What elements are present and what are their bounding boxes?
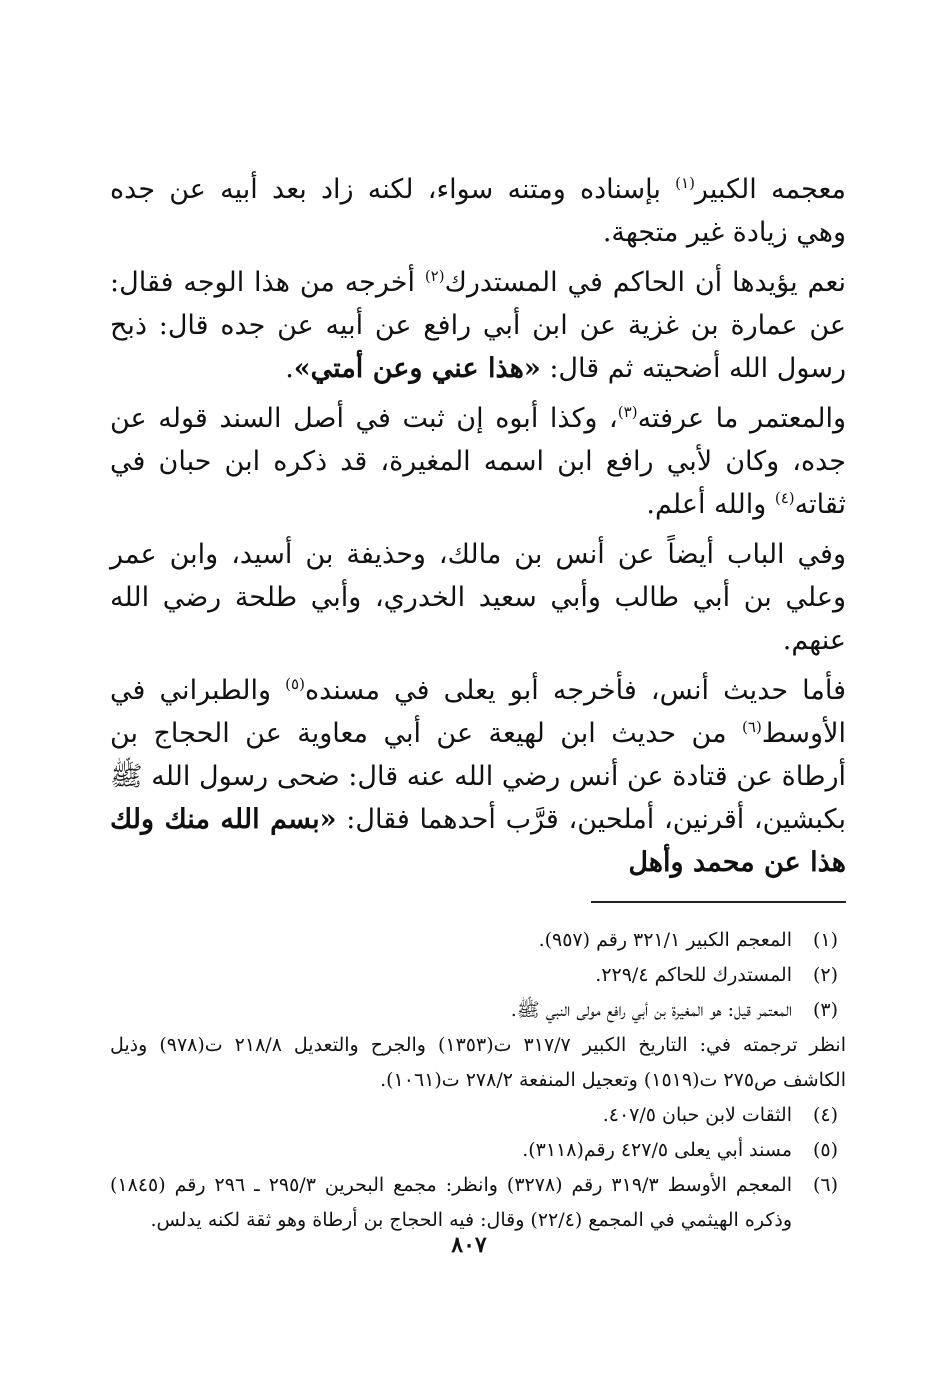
text-run: والله أعلم. — [646, 489, 775, 520]
footnote — [110, 923, 846, 958]
footnote — [110, 958, 846, 993]
footnote-ref: (٣) — [617, 403, 638, 421]
footnote-text: مسند أبي يعلى ٤٢٧/٥ رقم(٣١١٨). — [522, 1139, 792, 1161]
text-run: من حديث ابن لهيعة عن أبي معاوية عن الحجاج بن أرطاة عن قتادة عن أنس رضي الله عنه قال: ضحى رسول الله ﷺ بكبشين، أقرنين، أملحين، قرَّب أحدهما فقال: — [110, 718, 847, 835]
footnote-number: (٢) — [812, 964, 838, 986]
footnote-ref: (٥) — [285, 675, 305, 693]
footnote-number: (٤) — [812, 1104, 838, 1126]
text-run: وفي الباب أيضاً عن أنس بن مالك، وحذيفة بن أسيد، وابن عمر وعلي بن أبي طالب وأبي سعيد الخدري، وأبي طلحة رضي الله عنهم. — [110, 539, 846, 656]
paragraph — [110, 397, 846, 526]
paragraph — [110, 168, 846, 254]
footnote-continuation: انظر ترجمته في: التاريخ الكبير ٣١٧/٧ ت(١٣٥٣) والجرح والتعديل ٢١٨/٨ ت(٩٧٨) وذيل الكاشف ص٢٧٥ ت(١٥١٩) وتعجيل المنفعة ٢٧٨/٢ ت(١٠٦١). — [110, 1034, 846, 1091]
footnote — [110, 1168, 846, 1238]
text-run: بإسناده ومتنه سواء، لكنه زاد بعد أبيه عن جده وهي زيادة غير متجهة. — [110, 174, 846, 248]
footnote-text: المعتمر قيل: هو المغيرة بن أبي رافع مولى النبي ﷺ. — [510, 999, 792, 1021]
footnote — [110, 993, 846, 1028]
footnote — [110, 1098, 846, 1133]
footnote — [110, 1133, 846, 1168]
text-run: والمعتمر ما عرفته — [637, 403, 847, 434]
footnote-text: المعجم الأوسط ٣١٩/٣ رقم (٣٢٧٨) وانظر: مجمع البحرين ٢٩٥/٣ ـ ٢٩٦ رقم (١٨٤٥) وذكره الهيثمي في المجمع (٢٢/٤) وقال: فيه الحجاج بن أرطاة وهو ثقة لكنه يدلس. — [110, 1174, 792, 1231]
text-run: معجمه الكبير — [694, 174, 846, 205]
footnote-number: (٦) — [812, 1174, 838, 1196]
footnote-text: المستدرك للحاكم ٢٢٩/٤. — [595, 964, 792, 986]
paragraph — [110, 533, 846, 662]
paragraph — [110, 261, 846, 390]
text-run: . — [285, 353, 294, 384]
footnote-ref: (٤) — [774, 489, 795, 507]
text-run: نعم يؤيدها أن الحاكم في المستدرك — [444, 267, 846, 298]
paragraph — [110, 669, 846, 884]
footnotes — [110, 923, 846, 1238]
text-run: والطبراني في الأوسط — [110, 675, 846, 749]
footnote-separator — [591, 901, 846, 903]
footnote-text: المعجم الكبير ٣٢١/١ رقم (٩٥٧). — [538, 929, 792, 951]
footnote-ref: (٢) — [424, 267, 445, 285]
footnote-number: (١) — [812, 929, 838, 951]
page-number: ٨٠٧ — [451, 1232, 487, 1258]
main-text — [110, 168, 846, 884]
footnote-number: (٥) — [812, 1139, 838, 1161]
hadith-quote: «بسم الله منك ولك هذا عن محمد وأهل — [110, 804, 846, 878]
footnote-text: الثقات لابن حبان ٤٠٧/٥. — [602, 1104, 792, 1126]
text-run: فأما حديث أنس، فأخرجه أبو يعلى في مسنده — [304, 675, 847, 706]
footnote-ref: (١) — [675, 174, 695, 192]
text-run: ، وكذا أبوه إن ثبت في أصل السند قوله عن جده، وكان لأبي رافع ابن اسمه المغيرة، قد ذكره ابن حبان في ثقاته — [110, 403, 846, 520]
hadith-quote: «هذا عني وعن أمتي» — [293, 353, 541, 384]
footnote-number: (٣) — [812, 999, 838, 1021]
book-page — [110, 168, 846, 1368]
footnote-ref: (٦) — [742, 718, 762, 736]
text-run: أخرجه من هذا الوجه فقال: عن عمارة بن غزية عن ابن أبي رافع عن أبيه عن جده قال: ذبح رسول الله أضحيته ثم قال: — [110, 267, 846, 384]
